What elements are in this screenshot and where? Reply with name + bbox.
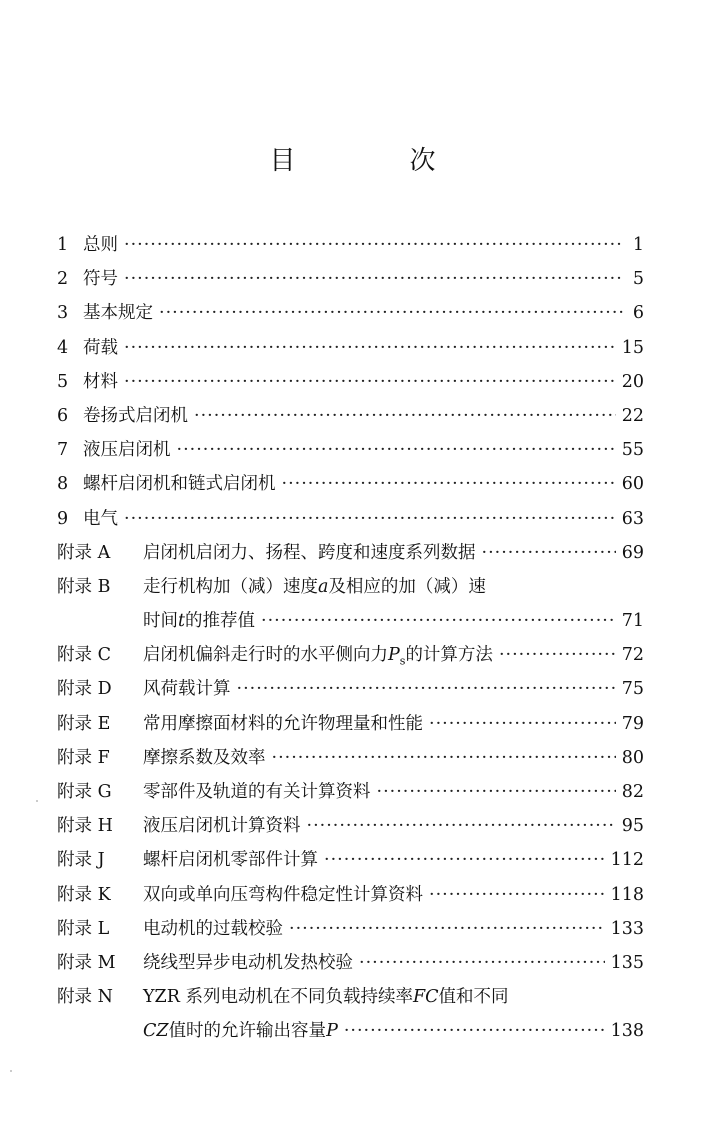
scan-speck (36, 800, 38, 802)
appendix-label: 摩擦系数及效率 (143, 747, 266, 768)
entry-number: 9 (57, 508, 69, 529)
appendix-label: 零部件及轨道的有关计算资料 (143, 782, 371, 802)
appendix-page: 75 (621, 679, 644, 700)
entry-number: 1 (57, 235, 69, 255)
appendix-id: 附录 L (57, 918, 110, 939)
dot-leader (124, 365, 616, 399)
appendix-id: 附录 E (57, 713, 111, 734)
entry-page: 6 (632, 303, 644, 324)
variable-fc: FC (412, 987, 439, 1008)
entry-label: 卷扬式启闭机 (83, 405, 188, 426)
entry-label: 总则 (83, 235, 118, 255)
appendix-id: 附录 A (57, 542, 111, 563)
toc-appendix[interactable] (57, 672, 644, 706)
toc-appendix[interactable] (57, 912, 644, 946)
appendix-id: 附录 G (57, 782, 112, 802)
toc-appendix[interactable] (57, 741, 644, 775)
dot-leader (237, 672, 616, 706)
entry-label: 电气 (83, 508, 118, 529)
toc-entry[interactable] (57, 365, 644, 399)
toc-appendix[interactable] (57, 707, 644, 741)
appendix-page: 72 (621, 645, 644, 666)
dot-leader (359, 946, 605, 980)
toc-appendix-continuation[interactable] (57, 1014, 644, 1048)
entry-page: 5 (632, 269, 644, 290)
appendix-label: 启闭机偏斜走行时的水平侧向力$P_s$的计算方法 (143, 645, 493, 668)
scan-speck (10, 1070, 12, 1072)
appendix-id: 附录 C (57, 645, 111, 666)
appendix-page: 112 (610, 850, 644, 871)
toc-appendix[interactable] (57, 980, 644, 1014)
toc-appendix[interactable] (57, 536, 644, 570)
dot-leader (499, 638, 616, 672)
appendix-page: 118 (610, 884, 644, 905)
entry-label: 基本规定 (83, 303, 153, 324)
entry-number: 2 (57, 269, 69, 290)
entry-page: 15 (621, 337, 644, 358)
dot-leader (289, 912, 605, 946)
toc-entry[interactable] (57, 296, 644, 330)
entry-page: 63 (621, 508, 644, 529)
entry-label: 螺杆启闭机和链式启闭机 (83, 474, 276, 495)
appendix-page: 69 (621, 542, 644, 563)
appendix-page: 138 (610, 1021, 644, 1042)
entry-label: 材料 (83, 371, 118, 392)
appendix-id: 附录 M (57, 952, 116, 973)
entry-label: 符号 (83, 269, 118, 290)
dot-leader (324, 843, 605, 877)
toc-entry[interactable] (57, 262, 644, 296)
appendix-page: 82 (621, 782, 644, 802)
dot-leader (429, 878, 605, 912)
dot-leader (124, 502, 616, 536)
toc-appendix-continuation[interactable] (57, 604, 644, 638)
dot-leader (124, 228, 624, 262)
toc-appendix[interactable] (57, 638, 644, 672)
appendix-label: 双向或单向压弯构件稳定性计算资料 (143, 884, 423, 905)
appendix-label: CZ值时的允许输出容量P (143, 1021, 338, 1042)
dot-leader (159, 296, 624, 330)
variable-p: P (388, 645, 400, 666)
toc-appendix[interactable] (57, 878, 644, 912)
appendix-id: 附录 B (57, 576, 111, 597)
toc-entry[interactable] (57, 331, 644, 365)
toc-entry[interactable] (57, 399, 644, 433)
dot-leader (429, 707, 616, 741)
entry-number: 4 (57, 337, 69, 358)
variable-p: P (326, 1021, 338, 1042)
appendix-id: 附录 H (57, 816, 113, 837)
variable-a: a (318, 576, 329, 597)
entry-page: 1 (632, 235, 644, 255)
appendix-label: 液压启闭机计算资料 (143, 816, 301, 837)
appendix-id: 附录 D (57, 679, 112, 700)
appendix-label: 螺杆启闭机零部件计算 (143, 850, 318, 871)
appendix-label: 电动机的过载校验 (143, 918, 283, 939)
entry-page: 22 (621, 405, 644, 426)
appendix-page: 71 (621, 611, 644, 632)
appendix-label: YZR 系列电动机在不同负载持续率FC值和不同 (143, 987, 509, 1008)
appendix-label: 时间t的推荐值 (143, 611, 256, 632)
entry-label: 液压启闭机 (83, 440, 171, 461)
dot-leader (307, 809, 616, 843)
entry-page: 20 (621, 371, 644, 392)
dot-leader (282, 467, 616, 501)
table-of-contents (57, 228, 644, 1049)
appendix-label: 启闭机启闭力、扬程、跨度和速度系列数据 (143, 542, 476, 563)
appendix-id: 附录 N (57, 987, 113, 1008)
entry-page: 55 (621, 440, 644, 461)
appendix-label: 常用摩擦面材料的允许物理量和性能 (143, 713, 423, 734)
toc-appendix[interactable] (57, 843, 644, 877)
dot-leader (177, 433, 616, 467)
toc-entry[interactable] (57, 228, 644, 262)
dot-leader (377, 775, 616, 809)
entry-number: 8 (57, 474, 69, 495)
variable-t: t (178, 611, 186, 632)
dot-leader (124, 262, 624, 296)
dot-leader (194, 399, 616, 433)
appendix-label: 绕线型异步电动机发热校验 (143, 952, 353, 973)
appendix-label: 走行机构加（减）速度a及相应的加（减）速 (143, 576, 486, 597)
appendix-id: 附录 F (57, 747, 110, 768)
entry-number: 6 (57, 405, 69, 426)
appendix-page: 95 (621, 816, 644, 837)
toc-appendix[interactable] (57, 775, 644, 809)
toc-appendix[interactable] (57, 570, 644, 604)
variable-cz: CZ (143, 1021, 169, 1042)
dot-leader (124, 331, 616, 365)
dot-leader (272, 741, 616, 775)
entry-number: 3 (57, 303, 69, 324)
appendix-page: 133 (610, 918, 644, 939)
dot-leader (344, 1014, 605, 1048)
appendix-page: 79 (621, 713, 644, 734)
dot-leader (482, 536, 616, 570)
entry-number: 5 (57, 371, 69, 392)
toc-entry[interactable] (57, 502, 644, 536)
appendix-page: 80 (621, 747, 644, 768)
entry-page: 60 (621, 474, 644, 495)
entry-label: 荷载 (83, 337, 118, 358)
toc-appendix[interactable] (57, 809, 644, 843)
dot-leader (261, 604, 616, 638)
appendix-page: 135 (610, 952, 644, 973)
toc-entry[interactable] (57, 467, 644, 501)
appendix-label: 风荷载计算 (143, 679, 231, 700)
page-title: 目 次 (269, 146, 480, 176)
appendix-id: 附录 K (57, 884, 111, 905)
appendix-id: 附录 J (57, 850, 105, 871)
toc-entry[interactable] (57, 433, 644, 467)
toc-appendix[interactable] (57, 946, 644, 980)
entry-number: 7 (57, 440, 69, 461)
